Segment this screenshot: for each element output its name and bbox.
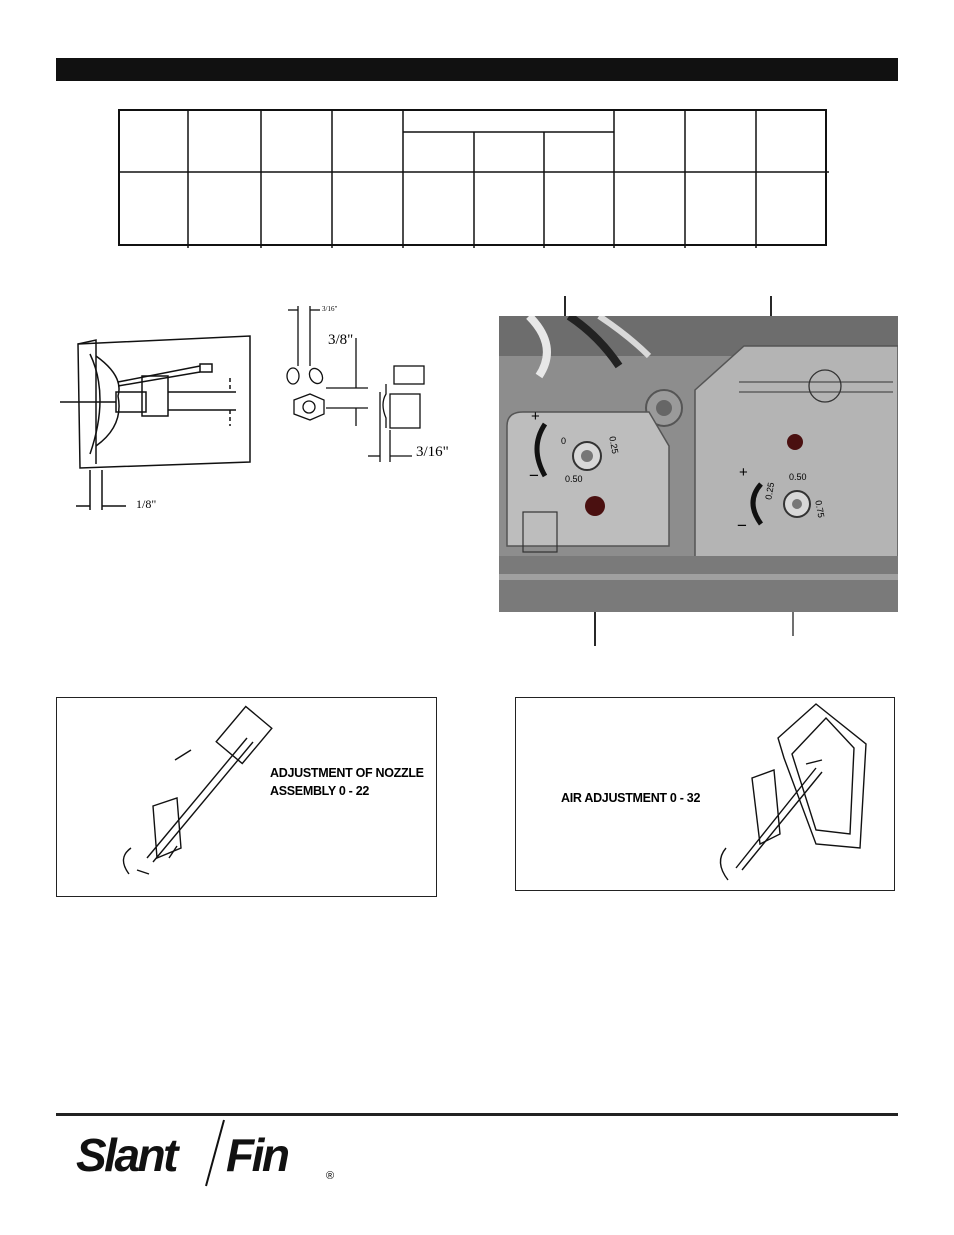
air-adjustment-figure bbox=[515, 697, 895, 891]
nozzle-adjustment-label-line1: ADJUSTMENT OF NOZZLE bbox=[270, 766, 424, 780]
burner-adjustment-photo bbox=[499, 316, 898, 612]
left-scale-mark-1: 0.25 bbox=[607, 435, 621, 455]
left-scale-mark-0: 0 bbox=[561, 436, 567, 446]
right-scale-mark-1: 0.50 bbox=[789, 472, 807, 482]
footer-rule bbox=[56, 1113, 898, 1116]
right-scale-plus: + bbox=[739, 464, 748, 481]
dim-three-sixteenths: 3/16" bbox=[416, 444, 449, 460]
left-scale-mark-2: 0.50 bbox=[565, 474, 583, 484]
nozzle-adjustment-figure bbox=[56, 697, 437, 897]
nozzle-adjustment-label-line2: ASSEMBLY 0 - 22 bbox=[270, 784, 370, 798]
header-bar bbox=[56, 58, 898, 81]
right-scale-mark-0: 0.25 bbox=[763, 481, 777, 501]
right-scale-mark-2: 0.75 bbox=[813, 499, 827, 519]
electrode-gap-drawing bbox=[276, 296, 476, 466]
nozzle-adjustment-drawing bbox=[57, 698, 435, 895]
brand-logo bbox=[76, 1118, 346, 1188]
air-adjustment-label: AIR ADJUSTMENT 0 - 32 bbox=[561, 791, 701, 805]
dim-three-sixteenths-small: 3/16" bbox=[322, 305, 338, 313]
spec-table bbox=[118, 109, 827, 246]
spec-table-grid bbox=[120, 111, 829, 248]
dim-three-eighths: 3/8" bbox=[328, 332, 354, 348]
nozzle-electrode-drawing bbox=[60, 296, 260, 516]
registered-mark: ® bbox=[326, 1170, 335, 1182]
logo-text-left: Slant bbox=[76, 1129, 176, 1181]
logo-text-right: Fin bbox=[226, 1129, 288, 1181]
logo-slash-icon bbox=[202, 1118, 228, 1188]
right-scale-minus: − bbox=[737, 516, 747, 535]
dim-one-eighth: 1/8" bbox=[136, 497, 157, 511]
left-scale-minus: − bbox=[529, 466, 539, 485]
left-scale-plus: + bbox=[531, 408, 540, 425]
